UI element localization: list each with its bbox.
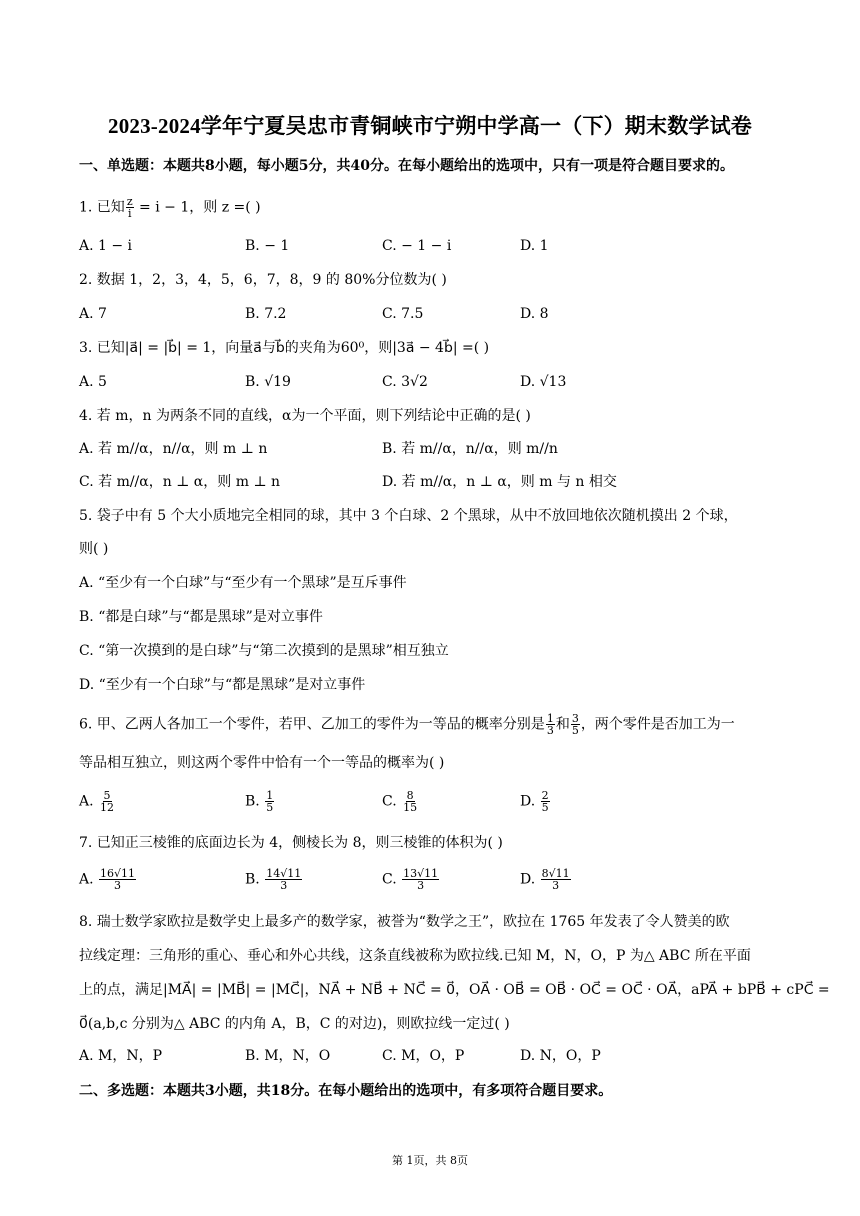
question-7-option-d[interactable]: D. $\frac{8√11}{3}$ — [520, 867, 570, 892]
question-4-option-b[interactable]: B. 若 m//α，n//α，则 m//n — [382, 441, 558, 457]
question-2-option-a[interactable]: A. 7 — [79, 306, 107, 322]
question-6-stem-line-1: 6. 甲、乙两人各加工一个零件，若甲、乙加工的零件为一等品的概率分别是 $\frac{1}{3}$ 和 $\frac{3}{5}$ ，两个零件是否加工为一 — [79, 712, 735, 737]
question-2-option-c[interactable]: C. 7.5 — [382, 306, 424, 322]
question-1-option-d[interactable]: D. 1 — [520, 238, 549, 254]
question-8-stem-line-2: 拉线定理：三角形的重心、垂心和外心共线，这条直线被称为欧拉线.已知 M，N，O，P 为△ ABC 所在平面 — [79, 948, 751, 964]
question-8-stem-line-1: 8. 瑞士数学家欧拉是数学史上最多产的数学家，被誉为“数学之王”，欧拉在 1765 年发表了令人赞美的欧 — [79, 914, 730, 930]
question-5-option-d[interactable]: D. “至少有一个白球”与“都是黑球”是对立事件 — [79, 677, 366, 693]
question-1-option-b[interactable]: B. − 1 — [245, 238, 290, 254]
question-2-option-b[interactable]: B. 7.2 — [245, 306, 287, 322]
question-3-option-c[interactable]: C. 3√2 — [382, 374, 428, 390]
question-2-stem: 2. 数据 1，2，3，4，5，6，7，8，9 的 80%分位数为( ) — [79, 272, 447, 288]
section-heading-single-choice: 一、单选题：本题共8小题，每小题5分，共40分。在每小题给出的选项中，只有一项是符合题目要求的。 — [79, 158, 734, 174]
question-1-stem: 1. 已知 $\frac{z}{i}$ = i − 1，则 z =( ) — [79, 195, 261, 220]
question-5-stem-line-2: 则( ) — [79, 541, 109, 557]
question-8-option-d[interactable]: D. N，O，P — [520, 1048, 601, 1064]
section-heading-multiple-choice: 二、多选题：本题共3小题，共18分。在每小题给出的选项中，有多项符合题目要求。 — [79, 1083, 613, 1099]
question-6-stem-line-2: 等品相互独立，则这两个零件中恰有一个一等品的概率为( ) — [79, 755, 445, 771]
question-8-option-a[interactable]: A. M，N，P — [79, 1048, 163, 1064]
question-4-option-d[interactable]: D. 若 m//α，n ⊥ α，则 m 与 n 相交 — [382, 474, 617, 490]
question-8-option-c[interactable]: C. M，O，P — [382, 1048, 465, 1064]
question-4-stem: 4. 若 m，n 为两条不同的直线，α为一个平面，则下列结论中正确的是( ) — [79, 408, 531, 424]
question-2-option-d[interactable]: D. 8 — [520, 306, 549, 322]
fraction-z-over-i: $\frac{z}{i}$ — [126, 195, 133, 220]
question-3-stem: 3. 已知|a⃗| = |b⃗| = 1，向量a⃗与b⃗的夹角为60⁰，则|3a⃗ − 4b⃗| =( ) — [79, 340, 490, 356]
question-3-option-a[interactable]: A. 5 — [79, 374, 107, 390]
question-6-option-d[interactable]: D. $\frac{2}{5}$ — [520, 789, 549, 814]
question-1-option-c[interactable]: C. − 1 − i — [382, 238, 452, 254]
question-7-option-c[interactable]: C. $\frac{13√11}{3}$ — [382, 867, 439, 892]
question-6-option-a[interactable]: A. $\frac{5}{12}$ — [79, 789, 115, 814]
page-title: 2023-2024学年宁夏吴忠市青铜峡市宁朔中学高一（下）期末数学试卷 — [108, 114, 752, 138]
question-7-option-b[interactable]: B. $\frac{14√11}{3}$ — [245, 867, 302, 892]
question-5-stem-line-1: 5. 袋子中有 5 个大小质地完全相同的球，其中 3 个白球、2 个黑球，从中不放回地依次随机摸出 2 个球， — [79, 508, 738, 524]
question-4-option-c[interactable]: C. 若 m//α，n ⊥ α，则 m ⊥ n — [79, 474, 281, 490]
question-8-stem-line-3: 上的点，满足|MA⃗| = |MB⃗| = |MC⃗|，NA⃗ + NB⃗ + NC⃗ = 0⃗，OA⃗ · OB⃗ = OB⃗ · OC⃗ = OC⃗ · OA⃗，aPA⃗ + bPB⃗ + cPC⃗ = — [79, 982, 830, 998]
question-3-option-d[interactable]: D. √13 — [520, 374, 567, 390]
question-7-option-a[interactable]: A. $\frac{16√11}{3}$ — [79, 867, 136, 892]
fraction-one-third: $\frac{1}{3}$ — [546, 712, 554, 737]
question-6-option-c[interactable]: C. $\frac{8}{15}$ — [382, 789, 418, 814]
question-1-option-a[interactable]: A. 1 − i — [79, 238, 133, 254]
question-5-option-c[interactable]: C. “第一次摸到的是白球”与“第二次摸到的是黑球”相互独立 — [79, 643, 449, 659]
question-8-stem-line-4: 0⃗(a,b,c 分别为△ ABC 的内角 A，B，C 的对边)，则欧拉线一定过( ) — [79, 1016, 510, 1032]
question-4-option-a[interactable]: A. 若 m//α，n//α，则 m ⊥ n — [79, 441, 268, 457]
question-8-option-b[interactable]: B. M，N，O — [245, 1048, 331, 1064]
fraction-three-fifths: $\frac{3}{5}$ — [571, 712, 579, 737]
question-5-option-a[interactable]: A. “至少有一个白球”与“至少有一个黑球”是互斥事件 — [79, 575, 407, 591]
page-number-footer: 第 1页，共 8页 — [392, 1154, 468, 1167]
question-6-option-b[interactable]: B. $\frac{1}{5}$ — [245, 789, 274, 814]
question-5-option-b[interactable]: B. “都是白球”与“都是黑球”是对立事件 — [79, 609, 323, 625]
question-7-stem: 7. 已知正三棱锥的底面边长为 4，侧棱长为 8，则三棱锥的体积为( ) — [79, 835, 503, 851]
question-3-option-b[interactable]: B. √19 — [245, 374, 291, 390]
